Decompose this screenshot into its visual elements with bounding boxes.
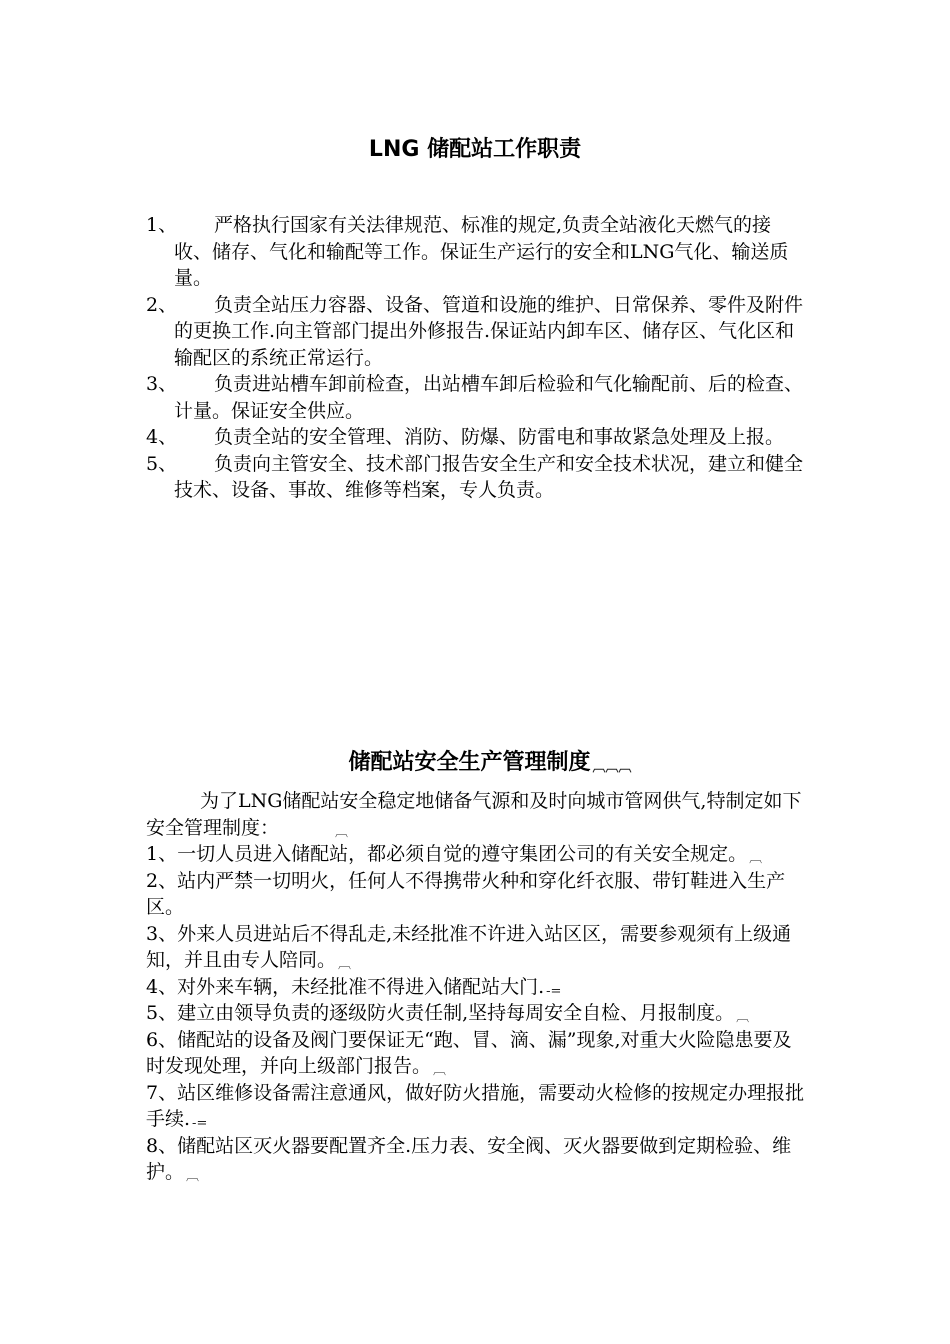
revision-mark: ︹ [338, 957, 352, 972]
list-item [146, 1027, 808, 1080]
list-item [146, 371, 808, 424]
rule-text: 4、对外来车辆，未经批准不得进入储配站大门. [146, 975, 545, 998]
list-item [146, 868, 808, 921]
intro-text: 为了LNG储配站安全稳定地储备气源和及时向城市管网供气,特制定如下安全管理制度： [146, 790, 802, 839]
revision-mark: -= [546, 983, 562, 999]
item-number: 5、 [146, 452, 178, 475]
duties-list [146, 212, 808, 504]
section1-title: LNG 储配站工作职责 [368, 137, 582, 162]
revision-mark: ︹ [335, 824, 349, 840]
revision-mark: ︹ [749, 851, 763, 866]
list-item [146, 974, 808, 1001]
rule-text: 2、站内严禁一切明火，任何人不得携带火种和穿化纤衣服、带钉鞋进入生产区。 [146, 869, 786, 918]
item-text: 严格执行国家有关法律规范、标准的规定,负责全站液化天燃气的接收、储存、气化和输配等工作。保证生产运行的安全和LNG气化、输送质量。 [174, 214, 789, 289]
revision-mark: ︹ [736, 1010, 750, 1025]
list-item [146, 451, 808, 504]
item-number: 4、 [146, 426, 178, 448]
section2-title [0, 748, 950, 778]
item-text: 负责进站槽车卸前检查，出站槽车卸后检验和气化输配前、后的检查、计量。保证安全供应。 [174, 373, 804, 422]
list-item [146, 292, 808, 372]
rule-text: 6、储配站的设备及阀门要保证无“跑、冒、滴、漏”现象,对重大火险隐患要及时发现处理，并向上级部门报告。 [146, 1028, 792, 1077]
item-number: 1、 [146, 214, 178, 236]
rule-text: 7、站区维修设备需注意通风，做好防火措施，需要动火检修的按规定办理报批手续. [146, 1081, 805, 1130]
list-item [146, 1133, 808, 1186]
intro-paragraph [146, 788, 808, 841]
revision-mark: ︹ [186, 1169, 200, 1184]
list-item [146, 841, 808, 868]
item-text: 负责向主管安全、技术部门报告安全生产和安全技术状况，建立和健全技术、设备、事故、维修等档案，专人负责。 [174, 452, 804, 501]
list-item [146, 921, 808, 974]
rules-list [146, 788, 808, 1186]
rule-text: 8、储配站区灭火器要配置齐全.压力表、安全阀、灭火器要做到定期检验、维护。 [146, 1134, 792, 1183]
rule-text: 1、一切人员进入储配站，都必须自觉的遵守集团公司的有关安全规定。 [146, 843, 748, 865]
item-number: 3、 [146, 373, 178, 395]
rule-text: 5、建立由领导负责的逐级防火责任制,坚持每周安全自检、月报制度。 [146, 1002, 735, 1024]
section2-title-text: 储配站安全生产管理制度 [348, 750, 591, 775]
item-text: 负责全站压力容器、设备、管道和设施的维护、日常保养、零件及附件的更换工作.向主管部门提出外修报告.保证站内卸车区、储存区、气化区和输配区的系统正常运行。 [174, 293, 804, 369]
item-text: 负责全站的安全管理、消防、防爆、防雷电和事故紧急处理及上报。 [214, 426, 785, 448]
list-item [146, 1080, 808, 1133]
revision-mark: ︹︹︹ [592, 760, 632, 775]
list-item [146, 424, 808, 451]
rule-text: 3、外来人员进站后不得乱走,未经批准不许进入站区区，需要参观须有上级通知，并且由专人陪同。 [146, 922, 792, 971]
item-number: 2、 [146, 293, 178, 316]
revision-mark: ︹ [433, 1063, 447, 1078]
revision-mark: -= [192, 1116, 208, 1131]
list-item [146, 212, 808, 292]
list-item [146, 1000, 808, 1027]
